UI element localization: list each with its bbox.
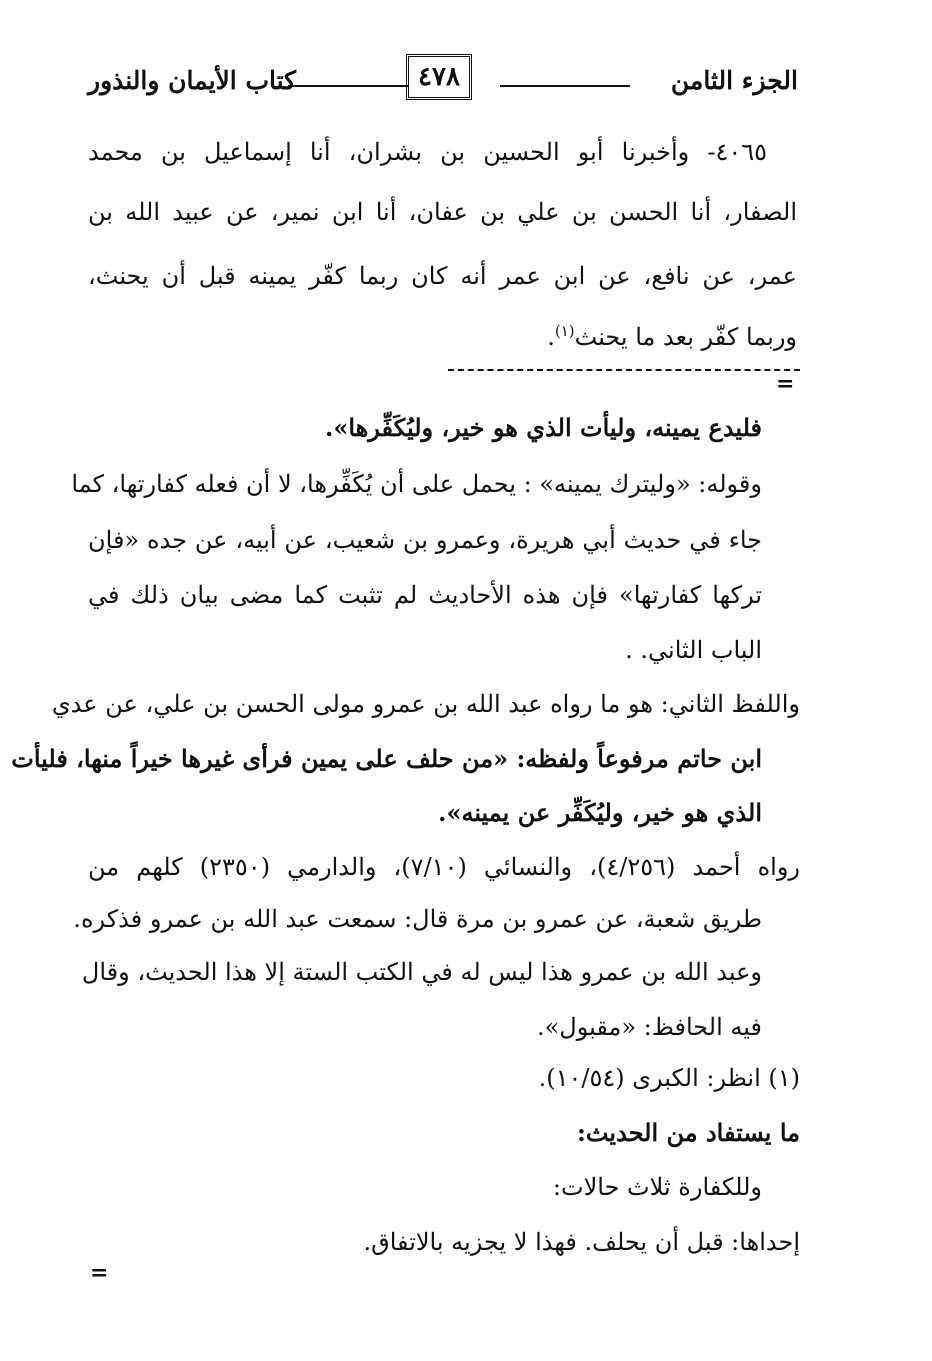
header-rule-left [288,85,408,87]
commentary-line: جاء في حديث أبي هريرة، وعمرو بن شعيب، عن أبيه، عن جده «فإن [88,526,762,554]
commentary-line: فيه الحافظ: «مقبول». [536,1013,762,1041]
commentary-line: الباب الثاني. . [625,636,762,664]
commentary-line: وللكفارة ثلاث حالات: [552,1173,762,1201]
commentary-line: رواه أحمد (٤/٢٥٦)، والنسائي (٧/١٠)، والدارمي (٢٣٥٠) كلهم من [88,853,800,881]
header-part: الجزء الثامن [670,66,798,95]
hadith-end: . [547,323,555,351]
continuation-mark: = [776,371,795,397]
bottom-continuation-mark: = [90,1260,109,1286]
commentary-line: الذي هو خير، وليُكَفِّر عن يمينه». [438,798,762,827]
commentary-line: طريق شعبة، عن عمرو بن مرة قال: سمعت عبد الله بن عمرو فذكره. [73,905,762,933]
commentary-line: فليدع يمينه، وليأت الذي هو خير، وليُكَفِّرها». [324,413,762,442]
commentary-line: ابن حاتم مرفوعاً ولفظه: «من حلف على يمين فرأى غيرها خيراً منها، فليأت [11,744,762,773]
hadith-text: وربما كفّر بعد ما يحنث [574,323,797,351]
footnote-marker: (١) [554,322,575,340]
hadith-line-last [88,322,797,351]
running-header [88,54,798,104]
hadith-line: عمر، عن نافع، عن ابن عمر أنه كان ربما كفّر يمينه قبل أن يحنث، [88,262,797,290]
commentary-line: وقوله: «وليترك يمينه» : يحمل على أن يُكَفِّرها، لا أن فعله كفارتها، كما [71,470,762,498]
header-rule-right [500,85,630,87]
commentary-line: واللفظ الثاني: هو ما رواه عبد الله بن عمرو مولى الحسن بن علي، عن عدي [51,690,800,718]
commentary-line: إحداها: قبل أن يحلف. فهذا لا يجزيه بالاتفاق. [363,1228,800,1256]
commentary-line: تركها كفارتها» فإن هذه الأحاديث لم تثبت كما مضى بيان ذلك في [88,581,762,609]
footnote-separator [448,369,800,371]
hadith-line: ٤٠٦٥- وأخبرنا أبو الحسين بن بشران، أنا إسماعيل بن محمد [88,138,767,166]
header-book-title: كتاب الأيمان والنذور [88,66,297,95]
commentary-line: وعبد الله بن عمرو هذا ليس له في الكتب الستة إلا هذا الحديث، وقال [81,958,762,986]
hadith-line: الصفار، أنا الحسن بن علي بن عفان، أنا ابن نمير، عن عبيد الله بن [88,198,797,226]
page-number: ٤٧٨ [406,54,472,100]
footnote: (١) انظر: الكبرى (١٠/٥٤). [538,1064,800,1092]
section-heading: ما يستفاد من الحديث: [576,1118,800,1147]
